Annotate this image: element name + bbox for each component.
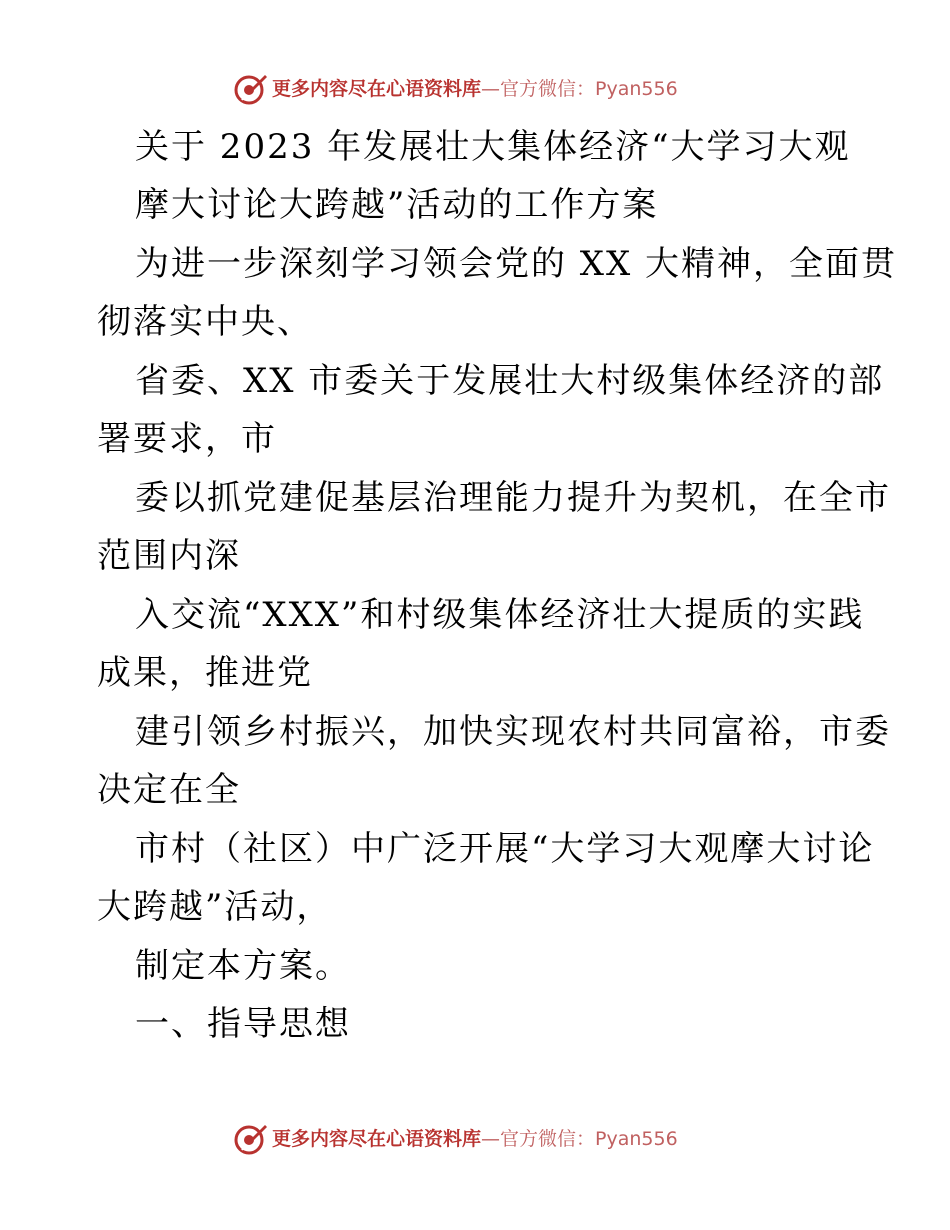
watermark-text [272, 1127, 678, 1151]
watermark-tail: —官方微信：Pyan556 [481, 78, 678, 100]
paragraph-3-line-2: 范围内深 [97, 536, 241, 576]
pen-logo-icon [234, 1122, 268, 1156]
watermark-lead: 更多内容尽在心语资料库 [272, 78, 482, 100]
pen-logo-icon [234, 72, 268, 106]
paragraph-2-line-2: 署要求，市 [97, 419, 277, 459]
watermark-tail: —官方微信：Pyan556 [481, 1128, 678, 1150]
paragraph-4-line-1: 入交流“XXX”和村级集体经济壮大提质的实践 [135, 595, 865, 635]
paragraph-6-line-1: 市村（社区）中广泛开展“大学习大观摩大讨论 [135, 829, 875, 869]
paragraph-7-line-1: 制定本方案。 [135, 946, 351, 986]
paragraph-4-line-2: 成果，推进党 [97, 653, 313, 693]
header-watermark [0, 70, 950, 110]
paragraph-3-line-1: 委以抓党建促基层治理能力提升为契机，在全市 [135, 478, 891, 518]
document-title-line-1: 关于 2023 年发展壮大集体经济“大学习大观 [135, 127, 851, 167]
watermark-text [272, 77, 678, 101]
document-title-line-2: 摩大讨论大跨越”活动的工作方案 [135, 185, 659, 225]
paragraph-6-line-2: 大跨越”活动， [97, 887, 333, 927]
paragraph-5-line-2: 决定在全 [97, 770, 241, 810]
paragraph-1-line-1: 为进一步深刻学习领会党的 XX 大精神，全面贯 [135, 244, 898, 284]
section-heading-1: 一、指导思想 [135, 1004, 351, 1044]
footer-watermark [0, 1120, 950, 1160]
paragraph-5-line-1: 建引领乡村振兴，加快实现农村共同富裕，市委 [135, 712, 891, 752]
paragraph-2-line-1: 省委、XX 市委关于发展壮大村级集体经济的部 [135, 361, 885, 401]
paragraph-1-line-2: 彻落实中央、 [97, 302, 313, 342]
watermark-lead: 更多内容尽在心语资料库 [272, 1128, 482, 1150]
